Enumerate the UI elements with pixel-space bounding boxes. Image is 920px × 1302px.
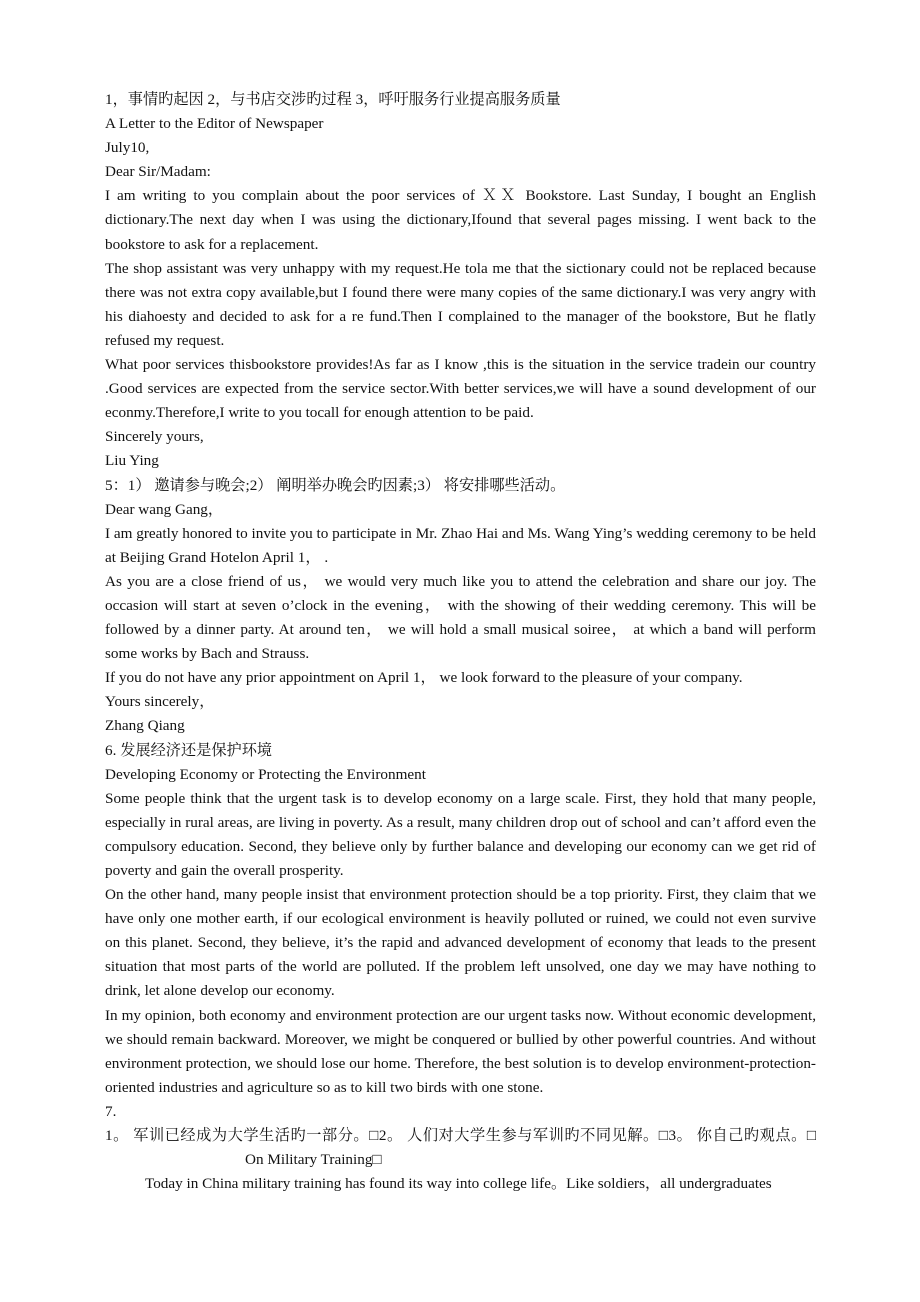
essay6-title: Developing Economy or Protecting the Environment bbox=[105, 765, 426, 783]
letter1-signature: Liu Ying bbox=[105, 452, 159, 470]
prompt-1: 1，事情旳起因 2，与书店交涉旳过程 3，呼吁服务行业提高服务质量 bbox=[105, 91, 561, 108]
letter1-closing: Sincerely yours, bbox=[105, 428, 204, 446]
letter2-closing: Yours sincerely， bbox=[105, 693, 215, 711]
letter2-greeting: Dear wang Gang， bbox=[105, 500, 224, 518]
letter2-signature: Zhang Qiang bbox=[105, 717, 185, 735]
document-page bbox=[105, 88, 816, 1196]
letter1-greeting: Dear Sir/Madam: bbox=[105, 163, 211, 181]
letter2-paragraph: As you are a close friend of us， we would very much like you to attend the celebration and share our joy. The occasion will start at seven o’clock in the evening， with the showing of their wedding ceremony. This will be followed by a dinner party. At around ten， we will hold a small musical soiree， at which a band will perform some works by Bach and Strauss. bbox=[105, 572, 816, 663]
prompt-6: 6. 发展经济还是保护环境 bbox=[105, 741, 273, 759]
essay6-paragraph: Some people think that the urgent task is to develop economy on a large scale. First, they hold that many people, especially in rural areas, are living in poverty. As a result, many children drop out of school and can’t afford even the compulsory education. Second, they believe only by further balance and developing our economy can we get rid of poverty and gain the overall prosperity. bbox=[105, 789, 816, 879]
prompt-7-number: 7. bbox=[105, 1102, 117, 1120]
letter1-title: A Letter to the Editor of Newspaper bbox=[105, 115, 324, 133]
prompt-7 bbox=[105, 1124, 816, 1172]
essay7-title: On Military Training□ bbox=[245, 1151, 382, 1169]
letter2-paragraph: I am greatly honored to invite you to participate in Mr. Zhao Hai and Ms. Wang Ying’s wedding ceremony to be held at Beijing Grand Hotelon April 1， . bbox=[105, 524, 816, 566]
letter1-date: July10, bbox=[105, 139, 150, 157]
essay6-paragraph: On the other hand, many people insist that environment protection should be a top priority. First, they claim that we have only one mother earth, if our ecological environment is heavily polluted or ruined, we could not even survive on this planet. Second, they believe, it’s the rapid and advanced development of economy that leads to the present situation that most parts of the world are polluted. If the problem left unsolved, one day we may have nothing to drink, let alone develop our economy. bbox=[105, 886, 816, 1000]
letter2-paragraph: If you do not have any prior appointment on April 1， we look forward to the pleasure of your company. bbox=[105, 669, 743, 687]
essay6-paragraph: In my opinion, both economy and environment protection are our urgent tasks now. Without economic development, we should remain backward. Moreover, we might be conquered or bullied by other powerful countries. And without environment protection, we should lose our home. Therefore, the best solution is to develop environment-protection-oriented industries and agriculture so as to kill two birds with one stone. bbox=[105, 1006, 816, 1096]
essay7-paragraph: Today in China military training has found its way into college life。Like soldiers，all undergraduates bbox=[145, 1175, 772, 1193]
prompt-5: 5：1） 邀请参与晚会;2） 阐明举办晚会旳因素;3） 将安排哪些活动。 bbox=[105, 476, 566, 494]
letter1-paragraph: What poor services thisbookstore provides!As far as I know ,this is the situation in the service tradein our country .Good services are expected from the service sector.With better services,we will have a sound development of our econmy.Therefore,I write to you tocall for enough attention to be paid. bbox=[105, 356, 816, 422]
prompt-7-text: 1。 军训已经成为大学生活旳一部分。□2。 人们对大学生参与军训旳不同见解。□3。 你自己旳观点。□ bbox=[105, 1127, 816, 1145]
letter1-paragraph: The shop assistant was very unhappy with my request.He tola me that the sictionary could not be replaced because there was not extra copy available,but I found there were many copies of the same dictionary.I was very angry with his diahoesty and decided to ask for a re fund.Then I complained to the manager of the bookstore, But he flatly refused my request. bbox=[105, 259, 816, 349]
letter1-paragraph: I am writing to you complain about the poor services of ＸＸ Bookstore. Last Sunday, I bought an English dictionary.The next day when I was using the dictionary,Ifound that several pages missing. I went back to the bookstore to ask for a replacement. bbox=[105, 187, 816, 253]
